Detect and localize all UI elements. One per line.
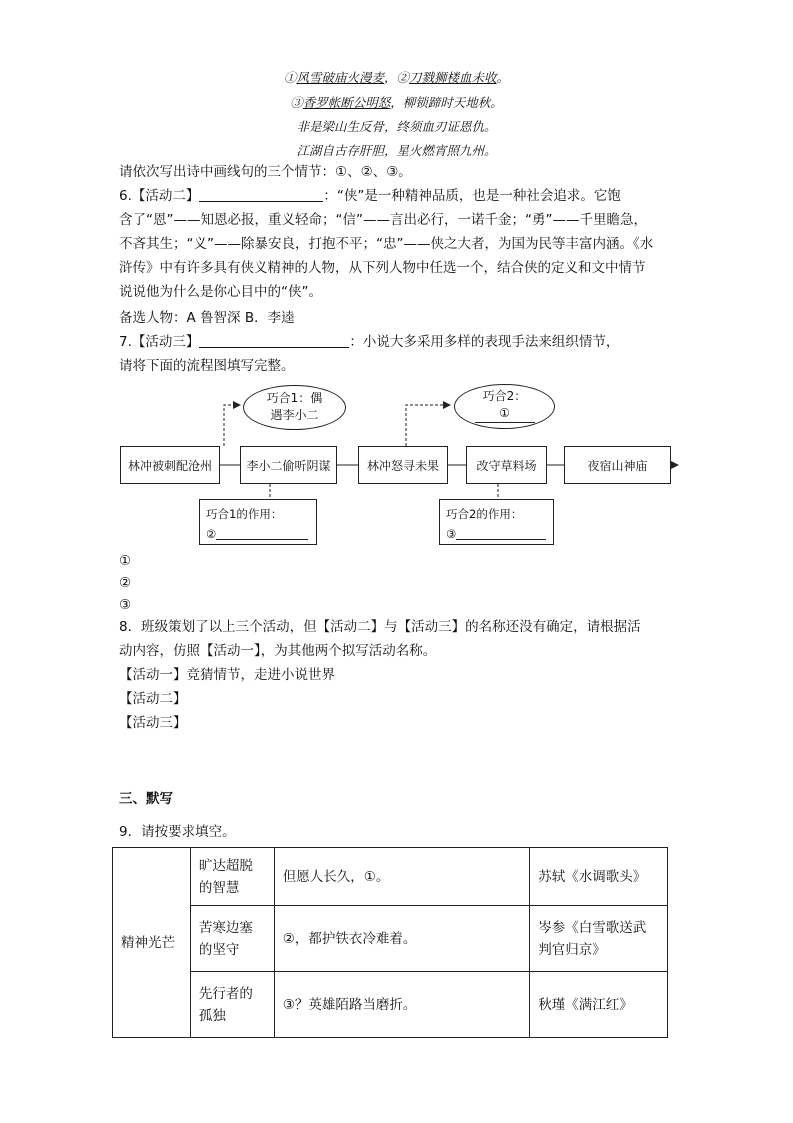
table-row (113, 972, 668, 1038)
q7-text: ：小说大多采用多样的表现手法来组织情节， (349, 334, 620, 350)
verse-cell[interactable]: 但愿人长久，①。 (274, 848, 529, 906)
question-6-line-4: 浒传》中有许多具有侠义精神的人物，从下列人物中任选一个，结合侠的定义和文中情节 (119, 260, 646, 276)
flow-step-5: 夜宿山神庙 (564, 446, 671, 484)
punct: ， (383, 70, 397, 85)
poem-text: ，柳锁蹄时天地秋。 (390, 95, 503, 110)
q7-prefix: 7.【活动三】 (119, 334, 200, 350)
poem-line-3: 非是梁山生反骨，终须血刃证恩仇。 (296, 119, 497, 134)
answer-marker-1: ① (119, 553, 132, 569)
fill-in-table (112, 847, 668, 1038)
source-cell: 秋瑾《满江红》 (530, 972, 668, 1038)
theme-cell: 精神光芒 (113, 848, 191, 1038)
section-title: 三、默写 (119, 791, 173, 807)
underlined-line-2: 刀戮狮楼血未收 (409, 70, 497, 85)
question-6-line-2: 含了“恩”——知恩必报，重义轻命；“信”——言出必行，一诺千金；“勇”——千里瞻急， (119, 212, 647, 228)
topic-cell: 先行者的 孤独 (190, 972, 274, 1038)
question-9: 9．请按要求填空。 (119, 824, 236, 840)
activity-1-name: 【活动一】竞猜情节，走进小说世界 (119, 667, 335, 683)
topic-cell: 苦寒边塞 的坚守 (190, 906, 274, 972)
coincidence-1-label: 巧合1：偶 (266, 391, 323, 405)
candidate-options: 备选人物：A 鲁智深 B．李逵 (119, 310, 295, 326)
question-7-line-2: 请将下面的流程图填写完整。 (119, 358, 295, 374)
coincidence-2-blank[interactable] (475, 405, 535, 423)
effect-2-title: 巧合2的作用： (446, 507, 523, 521)
question-intro: 请依次写出诗中画线句的三个情节：①、②、③。 (119, 164, 412, 180)
activity-2-label: 【活动二】 (119, 691, 187, 707)
coincidence-1-text: 遇李小二 (270, 408, 319, 422)
q6-prefix: 6.【活动二】 (119, 188, 200, 204)
flow-step-2: 李小二偷听阴谋 (240, 446, 337, 484)
effect-2-blank[interactable] (456, 527, 546, 540)
flow-step-3: 林冲怒寻未果 (358, 446, 448, 484)
question-8-line-2: 动内容，仿照【活动一】，为其他两个拟写活动名称。 (119, 643, 437, 659)
punct: 。 (496, 70, 510, 85)
flow-step-1: 林冲被刺配沧州 (120, 446, 220, 484)
source-cell: 岑参《白雪歌送武 判官归京》 (530, 906, 668, 972)
blank-marker-3: ③ (446, 527, 457, 541)
answer-marker-2: ② (119, 575, 132, 591)
answer-marker-3: ③ (119, 597, 132, 613)
marker-2: ② (396, 70, 410, 85)
source-cell: 苏轼《水调歌头》 (530, 848, 668, 906)
poem-line-4: 江湖自古存肝胆，星火燃宵照九州。 (296, 143, 497, 158)
blank-marker-2: ② (206, 527, 217, 541)
coincidence-2-label: 巧合2： (482, 389, 527, 403)
question-6-line-3: 不吝其生；“义”——除暴安良，打抱不平；“忠”——侠之大者，为国为民等丰富内涵。《水 (119, 236, 654, 252)
blank-marker-1: ① (499, 406, 510, 420)
table-row (113, 848, 668, 906)
table-row (113, 906, 668, 972)
marker-3: ③ (290, 95, 303, 110)
verse-cell[interactable]: ②，都护铁衣冷难着。 (274, 906, 529, 972)
effect-1-blank[interactable] (216, 527, 308, 540)
effect-1-title: 巧合1的作用： (206, 507, 283, 521)
underlined-line-1: 风雪破庙火漫麦 (296, 70, 384, 85)
underlined-line-3: 香罗帐断公明怒 (302, 95, 391, 110)
effect-1-box (199, 499, 317, 545)
question-8-line-1: 8．班级策划了以上三个活动，但【活动二】与【活动三】的名称还没有确定，请根据活 (119, 619, 641, 635)
q6-text: ：“侠”是一种精神品质，也是一种社会追求。它饱 (323, 188, 621, 204)
flow-step-4: 改守草料场 (466, 446, 547, 484)
coincidence-2-ellipse (454, 384, 555, 429)
marker-1: ① (283, 70, 297, 85)
verse-cell[interactable]: ③？英雄陌路当磨折。 (274, 972, 529, 1038)
topic-cell: 旷达超脱 的智慧 (190, 848, 274, 906)
coincidence-1-ellipse (243, 385, 346, 430)
question-6-line-5: 说说他为什么是你心目中的“侠”。 (119, 284, 322, 300)
effect-2-box (439, 499, 554, 545)
activity-3-label: 【活动三】 (119, 715, 187, 731)
